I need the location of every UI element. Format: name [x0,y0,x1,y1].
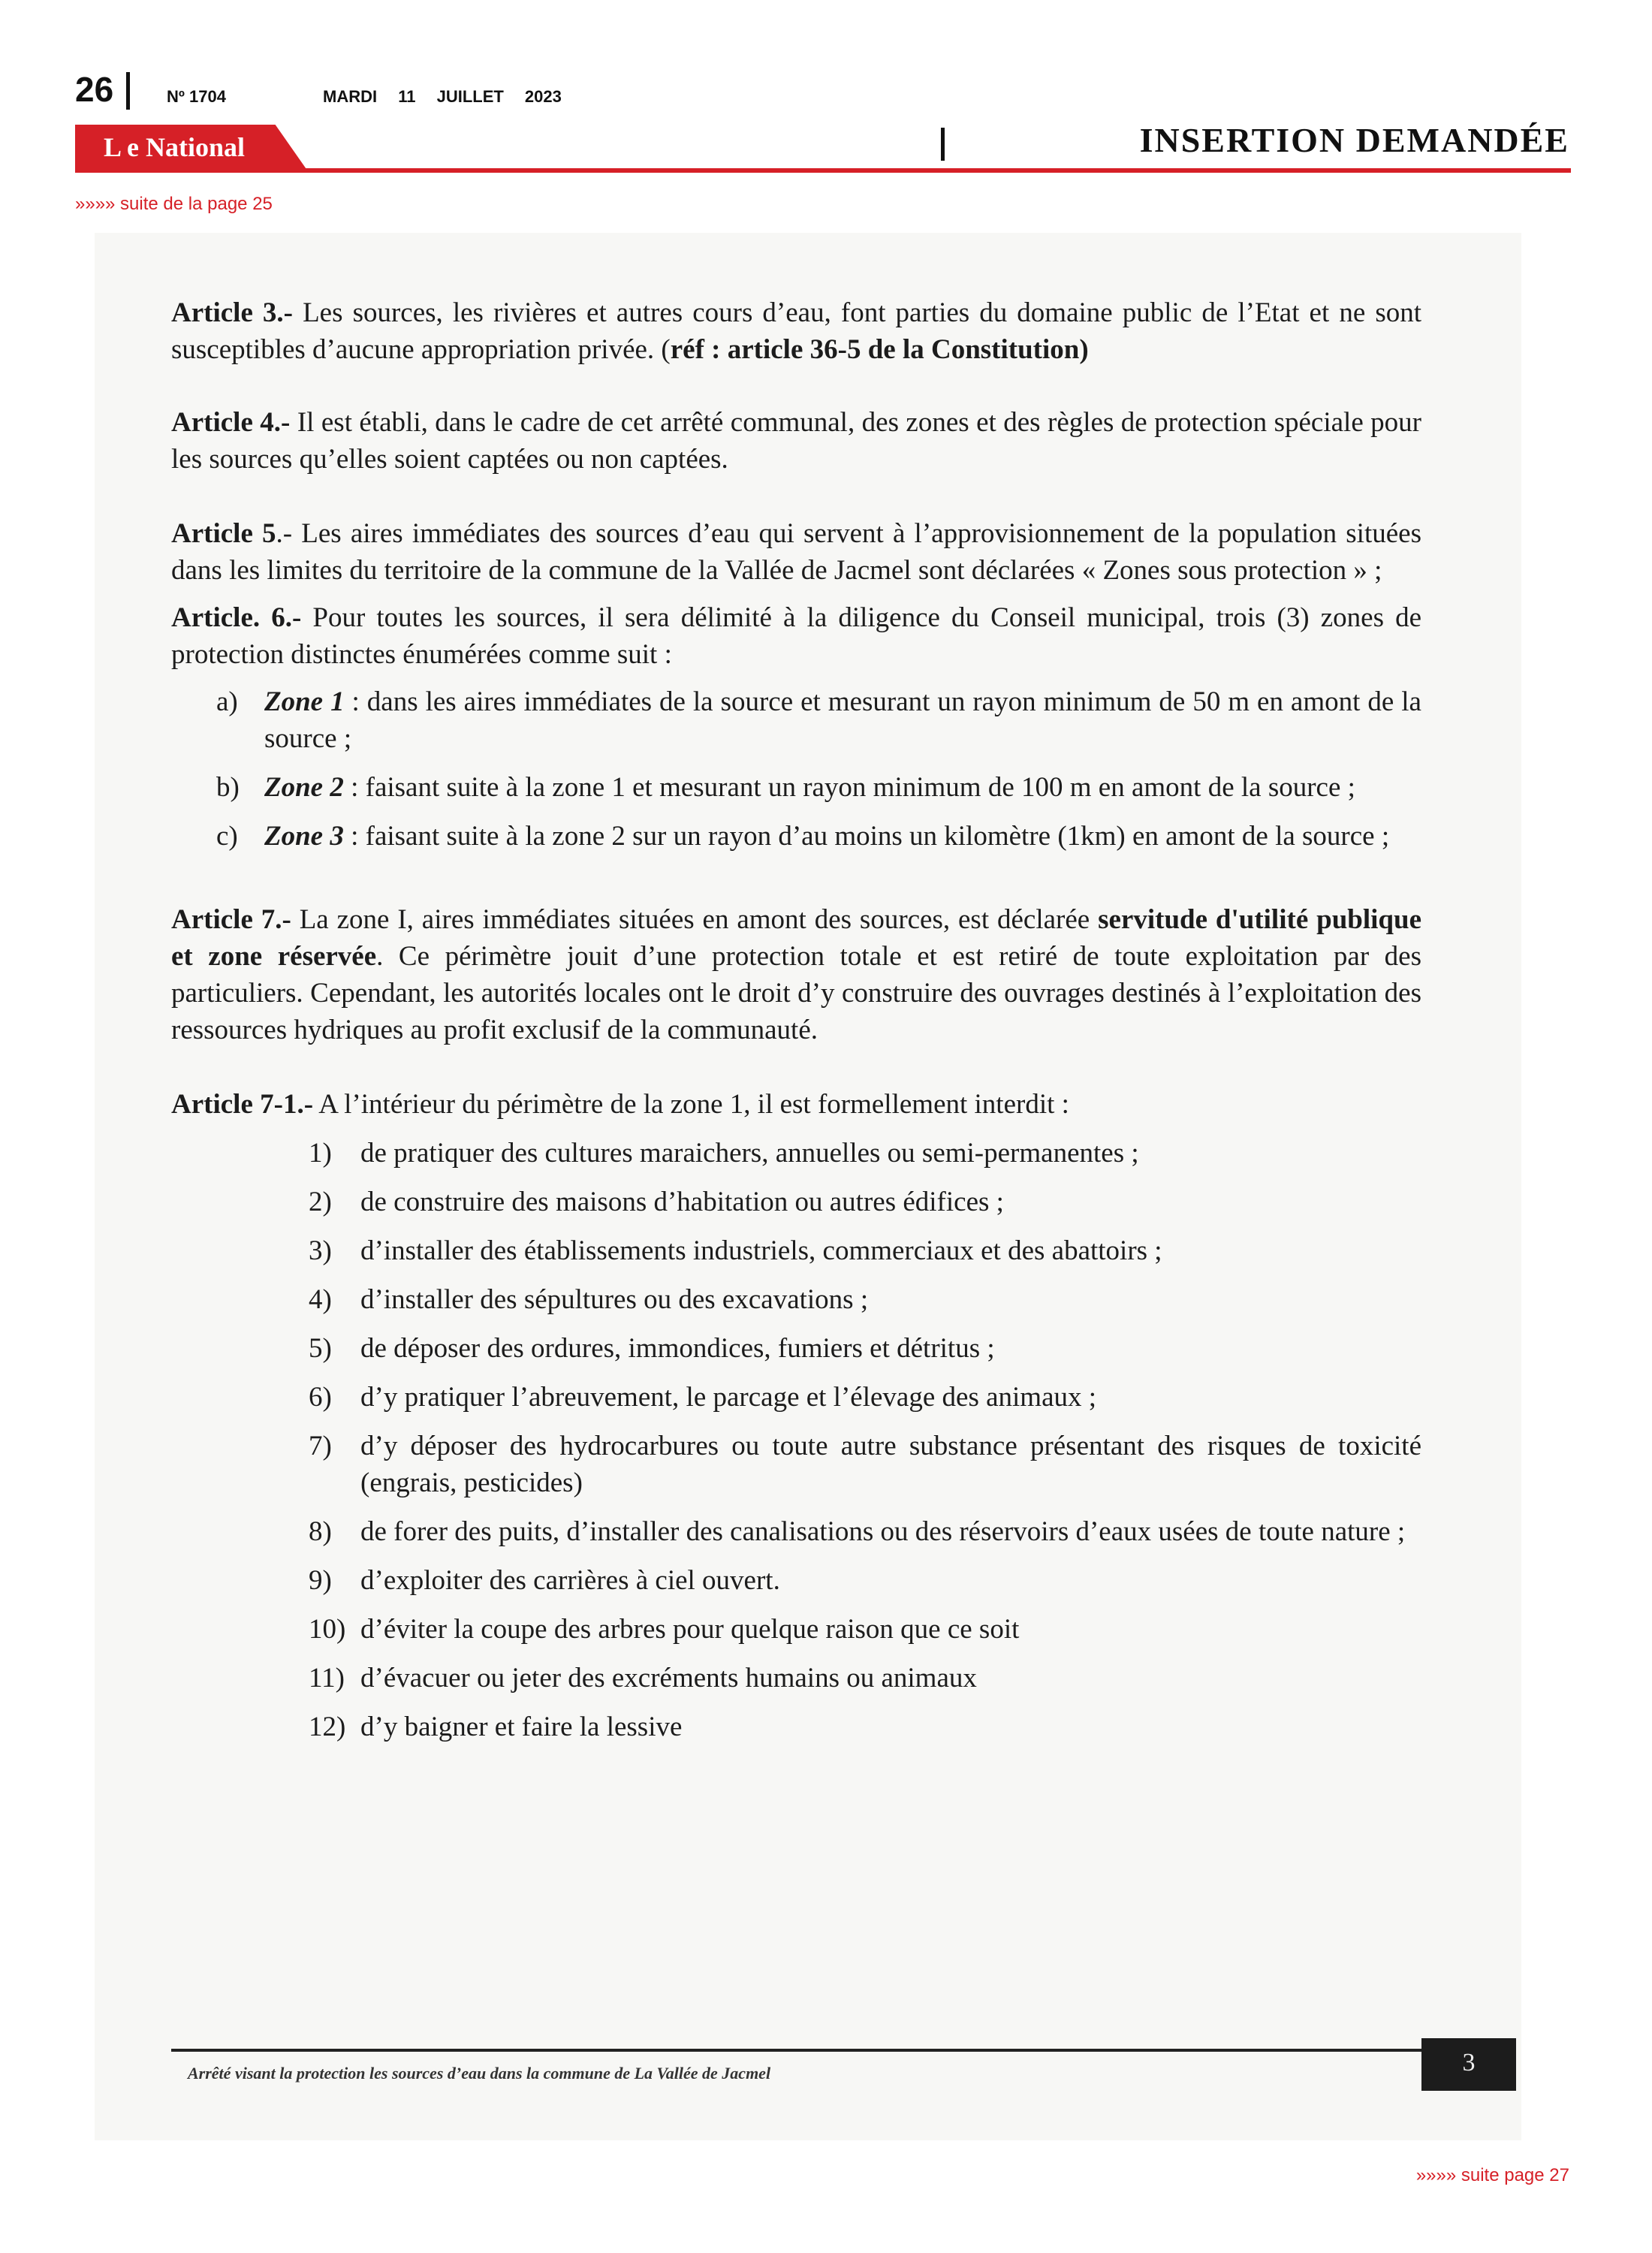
list-item [171,1428,1421,1501]
list-item [171,1709,1421,1745]
zone-item [171,683,1421,757]
list-number: 6) [309,1382,332,1413]
list-text: de déposer des ordures, immondices, fumiers et détritus ; [360,1333,995,1364]
list-item [171,1330,1421,1367]
article-5-label: Article 5 [171,518,276,549]
article-6 [171,599,1421,673]
zone-name: Zone 3 [264,821,344,852]
issue-date: MARDI 11 JUILLET 2023 [323,87,562,106]
list-number: 2) [309,1187,332,1217]
zone-text: : dans les aires immédiates de la source et mesurant un rayon minimum de 50 m en amont de la source ; [264,686,1421,754]
list-number: 10) [309,1614,346,1645]
list-text: de construire des maisons d’habitation ou autres édifices ; [360,1187,1004,1217]
zone-letter: c) [216,821,238,852]
continued-to-link[interactable]: »»»» suite page 27 [1415,2165,1569,2185]
header-divider [941,128,945,161]
list-item [171,1379,1421,1416]
prohibition-list [171,1135,1421,1745]
zone-item [171,818,1421,855]
page-number: 26 [75,70,114,109]
list-text: d’y pratiquer l’abreuvement, le parcage et l’élevage des animaux ; [360,1382,1097,1413]
newspaper-logo: L e National [104,132,246,162]
article-6-label: Article. 6.- [171,602,302,633]
article-3 [171,294,1421,368]
article-7-text-b: . Ce périmètre jouit d’une protection totale et est retiré de toute exploitation par des particuliers. Cependant, les autorités locales ont le droit d’y construire des ouvrages destinés à l’exploitation des ressources hydriques au profit exclusif de la communauté. [171,941,1421,1045]
list-item [171,1660,1421,1697]
list-text: d’évacuer ou jeter des excréments humains ou animaux [360,1663,977,1694]
article-7-text-a: La zone I, aires immédiates situées en amont des sources, est déclarée [291,904,1099,935]
list-number: 8) [309,1516,332,1547]
page-number-divider [126,72,130,110]
list-number: 5) [309,1333,332,1364]
zone-name: Zone 1 [264,686,345,717]
zone-letter: b) [216,772,240,803]
list-number: 7) [309,1431,332,1461]
list-text: de forer des puits, d’installer des canalisations ou des réservoirs d’eaux usées de toute nature ; [360,1516,1406,1547]
scan-footer-caption: Arrêté visant la protection les sources d’eau dans la commune de La Vallée de Jacmel [188,2064,771,2083]
article-4-label: Article 4.- [171,407,291,438]
article-7-bold: servitude d'utilité publique et zone réservée [171,904,1421,972]
list-number: 12) [309,1712,346,1742]
header-rule [75,168,1571,173]
zone-text: : faisant suite à la zone 1 et mesurant un rayon minimum de 100 m en amont de la source ; [343,772,1355,803]
list-text: de pratiquer des cultures maraichers, annuelles ou semi-permanentes ; [360,1138,1139,1169]
list-number: 11) [309,1663,345,1694]
list-text: d’y déposer des hydrocarbures ou toute autre substance présentant des risques de toxicité (engrais, pesticides) [360,1431,1421,1498]
article-6-text: Pour toutes les sources, il sera délimité à la diligence du Conseil municipal, trois (3) zones de protection distinctes énumérées comme suit : [171,602,1421,670]
zone-item [171,769,1421,806]
list-number: 9) [309,1565,332,1596]
list-item [171,1611,1421,1648]
issue-number: Nº 1704 [167,87,226,106]
continued-from-link[interactable]: »»»» suite de la page 25 [75,194,273,214]
article-7-1 [171,1086,1421,1123]
article-7-1-label: Article 7-1.- [171,1089,314,1120]
zone-letter: a) [216,686,238,717]
article-7 [171,901,1421,1048]
scan-page-number: 3 [1462,2049,1476,2077]
zone-text: : faisant suite à la zone 2 sur un rayon d’au moins un kilomètre (1km) en amont de la source ; [343,821,1390,852]
list-item [171,1135,1421,1172]
document-body [171,294,1421,1745]
list-item [171,1562,1421,1599]
article-3-ref: réf : article 36-5 de la Constitution) [670,334,1089,365]
list-item [171,1232,1421,1269]
list-item [171,1184,1421,1220]
list-number: 3) [309,1235,332,1266]
section-title: INSERTION DEMANDÉE [1139,121,1569,159]
list-number: 1) [309,1138,332,1169]
article-5-text: .- Les aires immédiates des sources d’eau qui servent à l’approvisionnement de la population situées dans les limites du territoire de la commune de la Vallée de Jacmel sont déclarées « Zones sous protection » ; [171,518,1421,586]
list-text: d’installer des sépultures ou des excavations ; [360,1284,869,1315]
list-text: d’y baigner et faire la lessive [360,1712,683,1742]
article-3-text: Les sources, les rivières et autres cours d’eau, font parties du domaine public de l’Etat et ne sont susceptibles d’aucune appropriation privée. ( [171,297,1421,365]
list-text: d’éviter la coupe des arbres pour quelque raison que ce soit [360,1614,1020,1645]
list-item [171,1513,1421,1550]
article-5 [171,515,1421,589]
list-number: 4) [309,1284,332,1315]
article-7-1-text: A l’intérieur du périmètre de la zone 1, il est formellement interdit : [313,1089,1069,1120]
zone-name: Zone 2 [264,772,344,803]
article-3-label: Article 3.- [171,297,294,328]
article-4-text: Il est établi, dans le cadre de cet arrêté communal, des zones et des règles de protection spéciale pour les sources qu’elles soient captées ou non captées. [171,407,1421,475]
list-text: d’installer des établissements industriels, commerciaux et des abattoirs ; [360,1235,1162,1266]
list-text: d’exploiter des carrières à ciel ouvert. [360,1565,780,1596]
article-4 [171,404,1421,478]
list-item [171,1281,1421,1318]
scan-footer-rule [171,2049,1515,2052]
article-7-label: Article 7.- [171,904,291,935]
